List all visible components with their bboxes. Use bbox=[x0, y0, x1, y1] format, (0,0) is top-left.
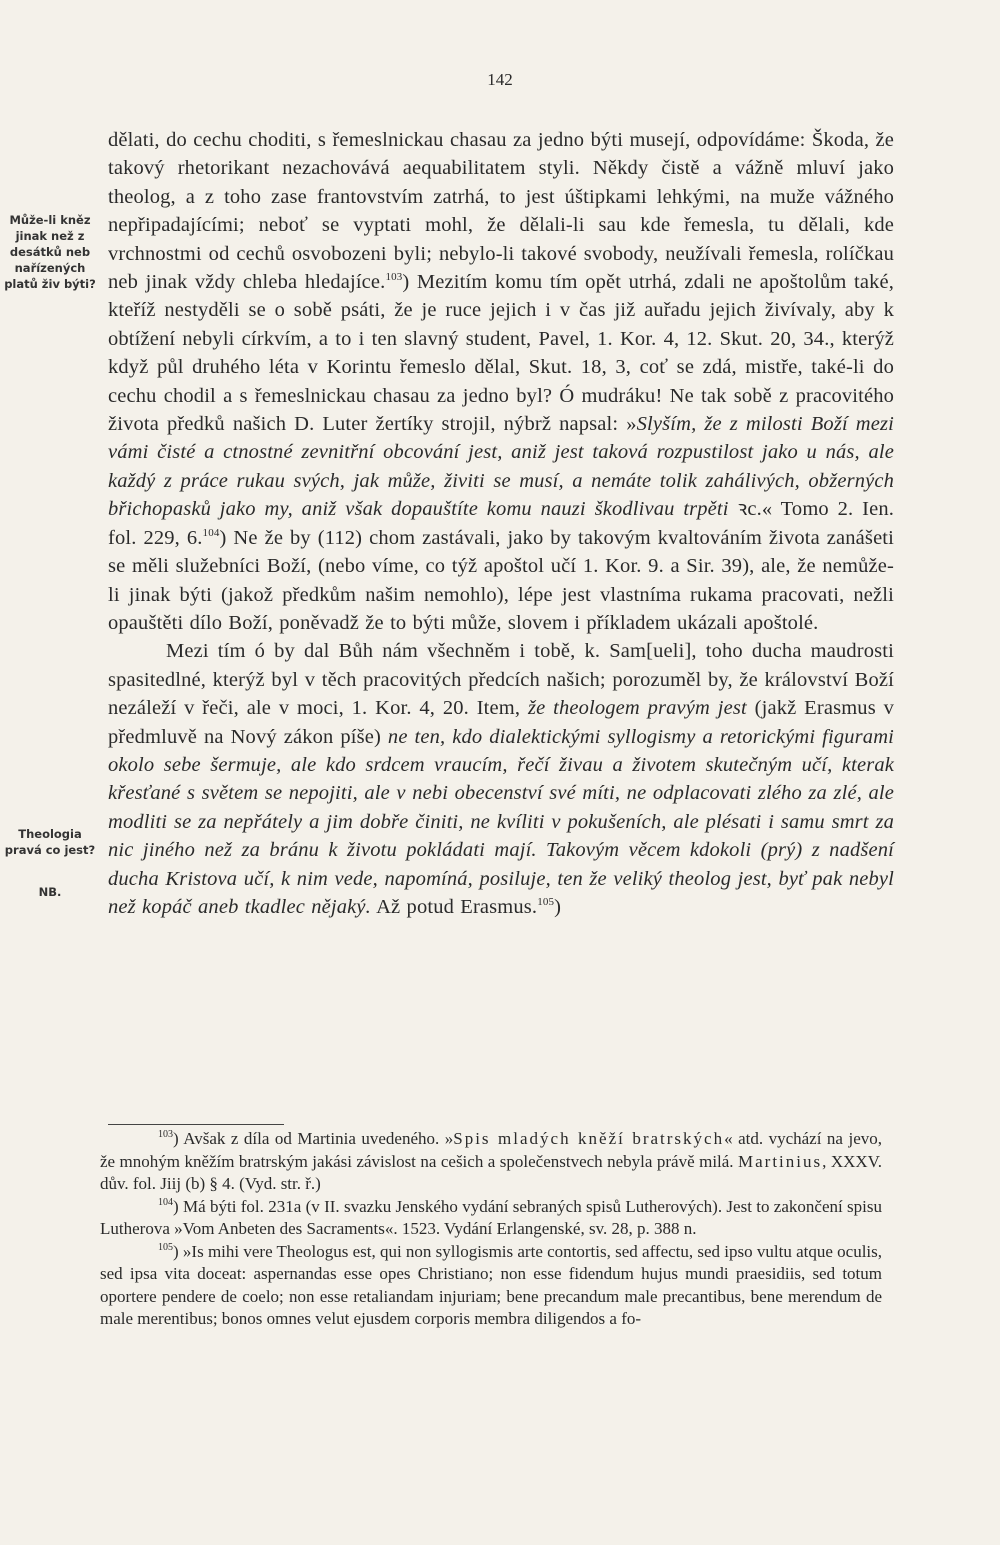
footnote-separator bbox=[108, 1124, 284, 1125]
margin-note-true-theology: Theologia pravá co jest? bbox=[4, 827, 96, 857]
text-run: ) Mezitím komu tím opět utrhá, zdali ne apoštolům také, kteříž nestyděli se o sobě psáti, že je ruce jejich i v čas již auřadu jejich živívaly, aby k obtížení nebyli církvím, a to i ten slavný student, Pavel, 1. Kor. 4, 12. Skut. 20, 34., kterýž když půl druhého léta v Korintu řemeslo dělal, Skut. 18, 3, coť se zdá, mistře, také-li do cechu chodil a s řemeslnickau chasau za jedno byl? Ó mudráku! Ne tak sobě z pracovitého života předků našich D. Luter žertíky strojil, nýbrž napsal: » bbox=[108, 271, 894, 436]
text-run: ꝛc.« Tomo 2. Ien. fol. 229, 6. bbox=[108, 498, 895, 549]
text-run: ) Ne že by (112) chom zastávali, jako by takovým kvaltováním života zanášeti se měli služebníci Boží, (nebo víme, co týž apoštol učí 1. Kor. 9. a Sir. 39), ale, že nemůže-li jinak býti (jakož předkům našim nemohlo), lépe jest vlastníma rukama pracovati, nežli opauštěti dílo Boží, poněvadž že to býti může, slovem i příkladem ukázali apoštolé. bbox=[108, 526, 895, 634]
footnote-103 bbox=[100, 1128, 882, 1196]
text-run: Až potud Erasmus. bbox=[370, 895, 538, 918]
erasmus-quote: ne ten, kdo dialektickými syllogismy a retorickými figurami okolo sebe šermuje, ale kdo srdcem vraucím, řečí živau a životem skutečným učí, kterak křesťané s světem se nepojiti, ale v nebi obecenství své míti, ne odplacovati zlého za zlé, ale modliti se za nepřátely a jim dobře činiti, ne kvíliti v pokušeních, ale plésati i samu smrt za nic jiného než za bránu k životu pokládati mají. Takovým věcem kdokoli (prý) z nadšení ducha Kristova učí, k nim vede, napomíná, posiluje, ten že veliký theolog jest, byť pak nebyl než kopáč aneb tkadlec nějaký. bbox=[108, 725, 894, 918]
footnote-mark: 103 bbox=[158, 1129, 173, 1140]
footnote-104 bbox=[100, 1196, 882, 1241]
footnote-mark: 104 bbox=[158, 1196, 173, 1208]
margin-note-nota-bene: NB. bbox=[38, 885, 62, 899]
spaced-text: Martinius bbox=[738, 1151, 823, 1171]
footnote-ref-104: 104 bbox=[202, 526, 220, 539]
paragraph-1 bbox=[108, 126, 894, 637]
spaced-text: Spis mladých kněží bratrských bbox=[453, 1129, 725, 1148]
footnote-105 bbox=[100, 1241, 882, 1331]
paragraph-2 bbox=[108, 637, 894, 921]
footnotes bbox=[100, 1128, 882, 1331]
footnote-text: ) Avšak z díla od Martinia uvedeného. » bbox=[173, 1129, 454, 1148]
text-run: ) bbox=[554, 895, 562, 918]
emphasis-text: že theologem pravým jest bbox=[527, 697, 747, 720]
main-text bbox=[108, 126, 894, 921]
margin-note-priest-trades: Může-li kněz jinak než z desátků neb nařízených platů živ býti? bbox=[4, 213, 96, 291]
footnote-text: ) Má býti fol. 231a (v II. svazku Jenského vydání sebraných spisů Lutherových). Jest to zakončení spisu Lutherova »Vom Anbeten des Sacraments«. 1523. Vydání Erlangenské, sv. 28, p. 388 n. bbox=[100, 1196, 882, 1238]
footnote-text: ) »Is mihi vere Theologus est, qui non syllogismis arte contortis, sed affectu, sed ipso vultu atque oculis, sed ipsa vita doceat: aspernandas esse opes Christiano; non esse fidendum hujus mundi praesidiis, sed totum oportere pendere de coelo; non esse retaliandam injuriam; bene precandum male precantibus, bene merendum de male merentibus; bonos omnes velut ejusdem corporis membra diligendos a fo- bbox=[100, 1241, 883, 1328]
luther-quote: Slyším, že z milosti Boží mezi vámi čisté a ctnostné zevnitřní obcování jest, aniž jest taková rozpustilost jako u nás, ale každý z práce rukau svých, jak může, živiti se musí, a nemáte tolik zahálivých, obžerných břichopasků jako my, aniž však dopauštíte komu nauzi škodlivau trpěti bbox=[108, 413, 894, 521]
footnote-text: , XXXV. dův. fol. Jiij (b) § 4. (Vyd. str. ř.) bbox=[100, 1151, 882, 1193]
page-number: 142 bbox=[487, 70, 513, 89]
footnote-ref-105: 105 bbox=[537, 895, 555, 908]
text-run: Mezi tím ó by dal Bůh nám všechněm i tobě, k. Sam[ueli], toho ducha maudrosti spasitedlné, kterýž byl v těch pracovitých předcích našich; porozuměl by, že království Boží nezáleží v řeči, ale v moci, 1. Kor. 4, 20. Item, bbox=[108, 640, 894, 720]
footnote-mark: 105 bbox=[158, 1241, 173, 1253]
text-run: (jakž Erasmus v předmluvě na Nový zákon píše) bbox=[108, 697, 895, 748]
text-run: dělati, do cechu choditi, s řemeslnickau chasau za jedno býti musejí, odpovídáme: Škoda, že takový rhetorikant nezachovává aequabilitatem styli. Někdy čistě a vážně mluví jako theolog, a z toho zase frantovstvím zatrhá, to jest úštipkami lehkými, na muže vážného nepřipadajícími; neboť se vyptati mohl, že dělali-li sau kde řemesla, tu dělali, kde vrchnostmi od cechů osvobozeni byli; nebylo-li takové svobody, neužívali řemesla, rolíčkau neb jinak vždy chleba hledajíce. bbox=[108, 129, 894, 294]
footnote-ref-103: 103 bbox=[385, 271, 403, 284]
footnote-text: « atd. vychází na jevo, že mnohým kněžím bratrským jakási závislost na cešich a společenstvech nebyla právě milá. bbox=[100, 1129, 882, 1171]
